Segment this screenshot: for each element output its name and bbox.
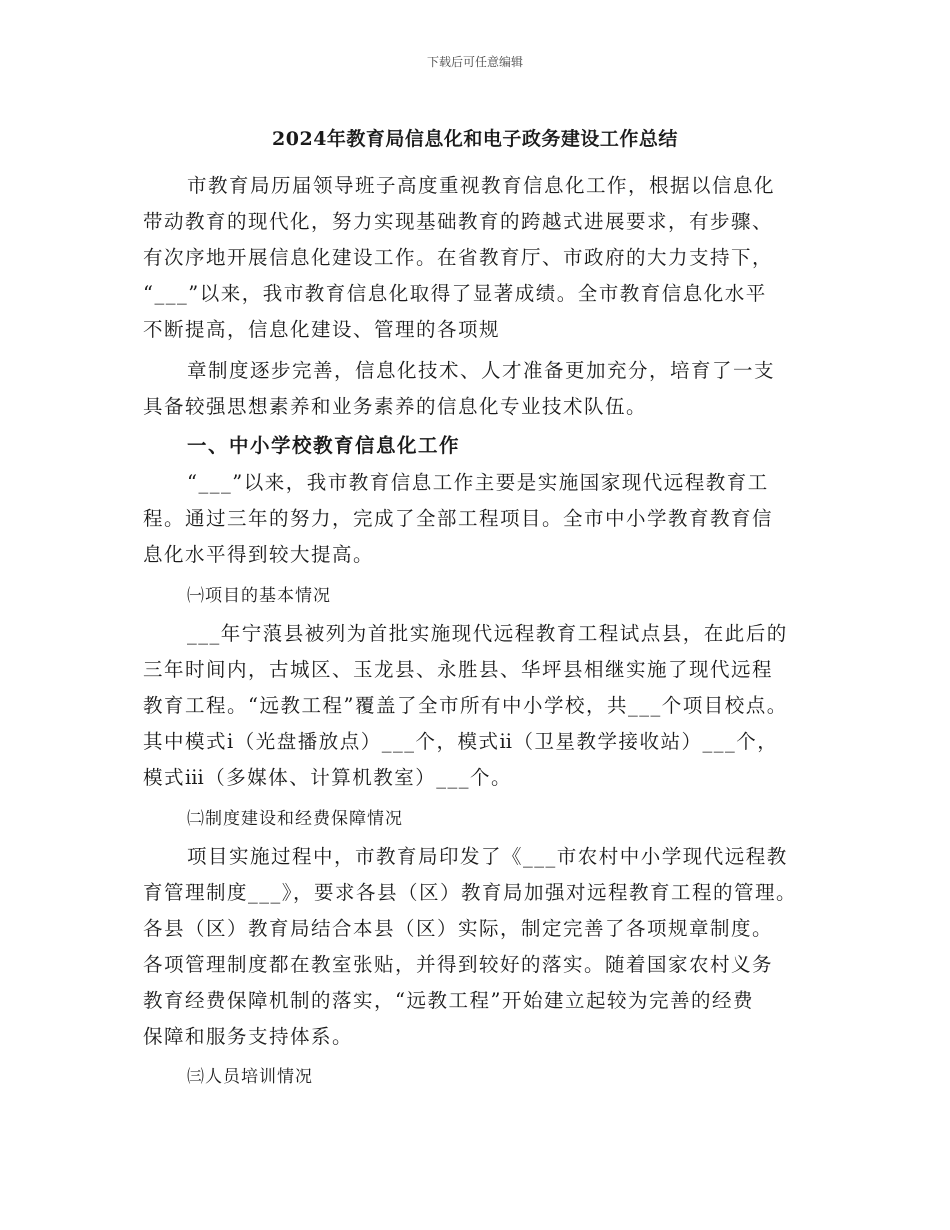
paragraph-3-line-2: 程。通过三年的努力，完成了全部工程项目。全市中小学教育教育信 [143,507,774,530]
paragraph-4-line-1: ___年宁蒗县被列为首批实施现代远程教育工程试点县，在此后的 [187,622,788,645]
paragraph-4-line-2: 三年时间内，古城区、玉龙县、永胜县、华坪县相继实施了现代远程 [143,658,774,681]
paragraph-1-line-2: 带动教育的现代化，努力实现基础教育的跨越式进展要求，有步骤、 [143,210,774,233]
paragraph-5-line-3: 各县（区）教育局结合本县（区）实际，制定完善了各项规章制度。 [143,917,774,940]
section-heading-1: 一、中小学校教育信息化工作 [187,434,461,457]
paragraph-1-line-4: “___”以来，我市教育信息化取得了显著成绩。全市教育信息化水平 [143,282,767,305]
paragraph-1-line-5: 不断提高，信息化建设、管理的各项规 [143,318,501,341]
paragraph-5-line-4: 各项管理制度都在教室张贴，并得到较好的落实。随着国家农村义务 [143,953,774,976]
paragraph-5-line-1: 项目实施过程中，市教育局印发了《___市农村中小学现代远程教 [187,845,788,868]
paragraph-4-line-3: 教育工程。“远教工程”覆盖了全市所有中小学校，共___个项目校点。 [143,694,788,717]
page-header: 下载后可任意编辑 [426,55,523,69]
paragraph-5-line-6: 保障和服务支持体系。 [143,1025,354,1048]
subsection-heading-2: ㈡制度建设和经费保障情况 [187,809,403,829]
paragraph-3-line-1: “___”以来，我市教育信息工作主要是实施国家现代远程教育工 [187,471,769,494]
paragraph-1-line-1: 市教育局历届领导班子高度重视教育信息化工作，根据以信息化 [187,174,776,197]
paragraph-2-line-2: 具备较强思想素养和业务素养的信息化专业技术队伍。 [143,395,648,418]
subsection-heading-1: ㈠项目的基本情况 [187,586,331,606]
document-title: 2024年教育局信息化和电子政务建设工作总结 [272,128,678,150]
paragraph-5-line-5: 教育经费保障机制的落实，“远教工程”开始建立起较为完善的经费 [143,989,754,1012]
subsection-heading-3: ㈢人员培训情况 [187,1067,313,1087]
paragraph-2-line-1: 章制度逐步完善，信息化技术、人才准备更加充分，培育了一支 [187,359,776,382]
paragraph-5-line-2: 育管理制度___》，要求各县（区）教育局加强对远程教育工程的管理。 [143,881,798,904]
paragraph-4-line-4: 其中模式ⅰ（光盘播放点）___个，模式ⅱ（卫星教学接收站）___个， [143,730,779,753]
paragraph-1-line-3: 有次序地开展信息化建设工作。在省教育厅、市政府的大力支持下， [143,246,774,269]
paragraph-3-line-3: 息化水平得到较大提高。 [143,543,375,566]
paragraph-4-line-5: 模式ⅲ（多媒体、计算机教室）___个。 [143,766,512,789]
